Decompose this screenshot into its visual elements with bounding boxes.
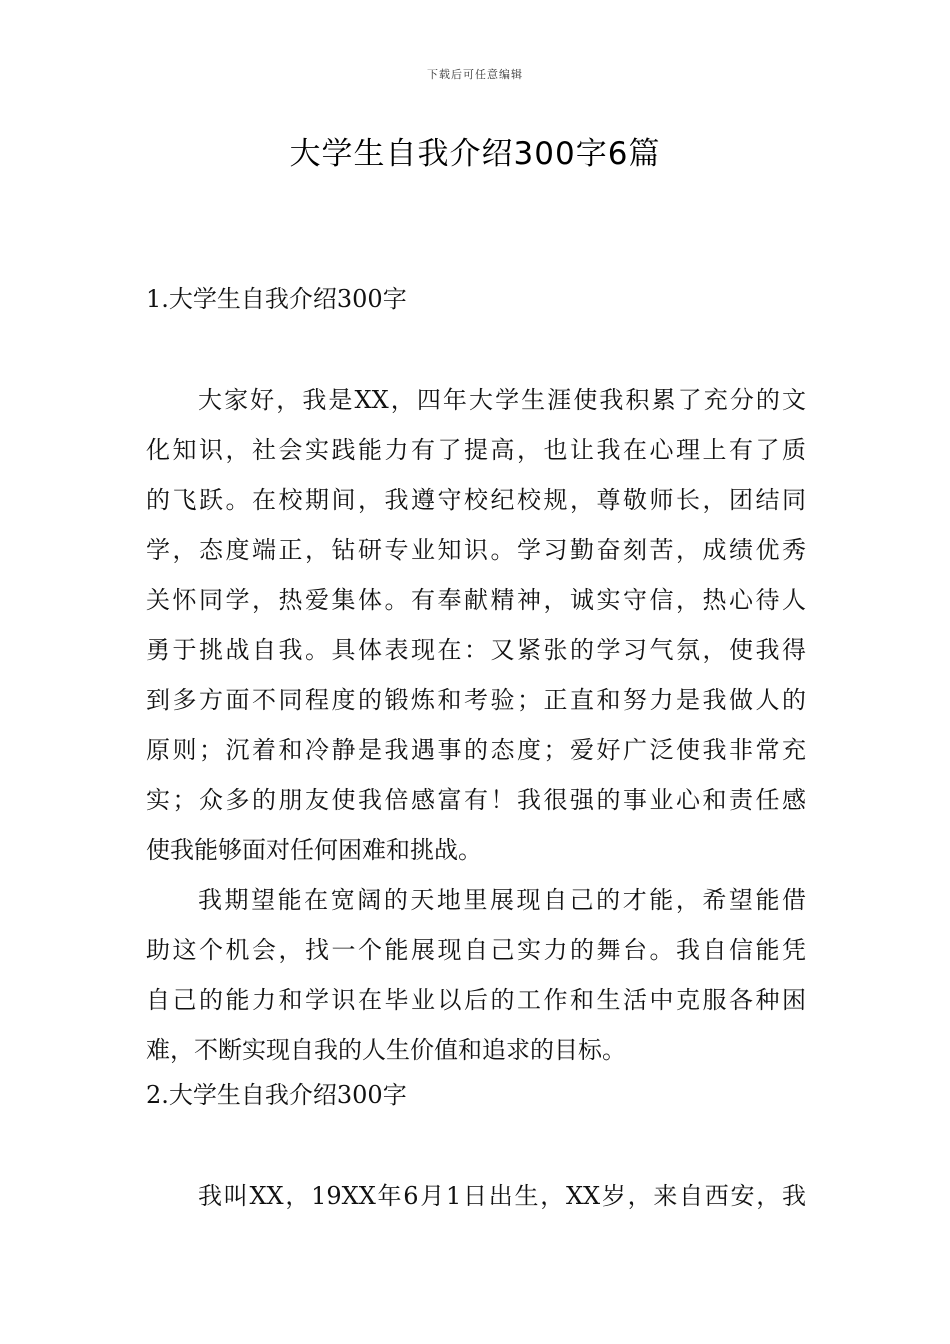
text-line: 学，态度端正，钻研专业知识。学习勤奋刻苦，成绩优秀 — [146, 536, 806, 564]
text-line: 我叫XX，19XX年6月1日出生，XX岁，来自西安，我 — [198, 1182, 806, 1210]
text-line: 自己的能力和学识在毕业以后的工作和生活中克服各种困 — [146, 986, 806, 1014]
text-line: 到多方面不同程度的锻炼和考验；正直和努力是我做人的 — [146, 686, 806, 714]
section-heading-1: 1.大学生自我介绍300字 — [146, 285, 407, 313]
section-heading-2: 2.大学生自我介绍300字 — [146, 1081, 407, 1109]
text-line: 的飞跃。在校期间，我遵守校纪校规，尊敬师长，团结同 — [146, 486, 806, 514]
section-2-paragraph-1 — [146, 1171, 806, 1221]
section-1-paragraph-2 — [146, 875, 806, 1075]
text-line: 难，不断实现自我的人生价值和追求的目标。 — [146, 1036, 626, 1064]
section-1-paragraph-1 — [146, 375, 806, 875]
text-line: 原则；沉着和冷静是我遇事的态度；爱好广泛使我非常充 — [146, 736, 806, 764]
text-line: 我期望能在宽阔的天地里展现自己的才能，希望能借 — [198, 886, 806, 914]
header-note: 下载后可任意编辑 — [427, 68, 523, 81]
document-title: 大学生自我介绍300字6篇 — [289, 136, 661, 172]
text-line: 大家好，我是XX，四年大学生涯使我积累了充分的文 — [198, 386, 806, 414]
text-line: 关怀同学，热爱集体。有奉献精神，诚实守信，热心待人 — [146, 586, 806, 614]
text-line: 勇于挑战自我。具体表现在：又紧张的学习气氛，使我得 — [146, 636, 806, 664]
text-line: 化知识，社会实践能力有了提高，也让我在心理上有了质 — [146, 436, 806, 464]
text-line: 实；众多的朋友使我倍感富有！我很强的事业心和责任感 — [146, 786, 806, 814]
text-line: 使我能够面对任何困难和挑战。 — [146, 836, 482, 864]
text-line: 助这个机会，找一个能展现自己实力的舞台。我自信能凭 — [146, 936, 806, 964]
